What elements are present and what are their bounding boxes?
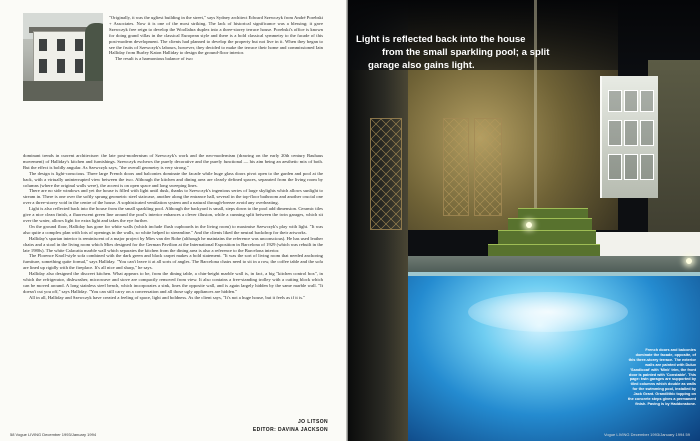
article-paragraph: Halliday also designed the discreet kitchen. What appears to be, from the dining table, a chin-height marble wall is, in fact, a big "kitchen control box", in which the refrigerator, dishwasher, microwave and stove are compactly removed from view. It also contains a free-standing trolley with a cutting block which can be moved around. A long stainless steel bench, which incorporates a sink, lines the opposite wall, and is again largely hidden by the same marble wall. "It doesn't cut you off," says Halliday. "You can still carry on a conversation and all those ugly appliances are hidden." (23, 271, 323, 294)
editor-credit: EDITOR: DAVINA JACKSON (252, 427, 328, 433)
article-main-column (23, 153, 323, 301)
article-paragraph: The Florence Knoll-style sofa combined with the dark green and black carpet makes a bold statement. "It was the sort of living room that needed anchoring furniture, something quite formal," says Halliday. "You can't leave it at all sorts of angles. The Barcelona chairs need to sit in a row, the coffee table and the sofa are lined up rigidly with the fireplace. It's all nice and sharp," he says. (23, 253, 323, 271)
article-paragraph: Light is also reflected back into the house from the small sparkling pool. Although the backyard is small, steps down to the pool add dimension. Ceramic tiles give a nice clean finish, a fluorescent green line around the pool's interior enhances a clever illusion, while a cunning split between the twin garages, which sit over the water, allows light for extra light and takes the eye further. (23, 206, 323, 223)
article-paragraph: "Originally, it was the ugliest building in the street," says Sydney architect Edward Szewczyk from André Porebski + Associates. Now it is one of the most striking. The lack of historical significance was a blessing; it gave Szewczyk free reign to develop the Woollahra duplex into a three-storey terrace house. Porebski's office is known for doing grand villas in the classical European style and there is a bold classical symmetry to the facade of this post-modern development. The clients had planned to develop the property but not live in it. When they began to see the fruits of Szewczyk's labours, however, they decided to make the terrace their home and commissioned Iain Halliday from Burley Katon Halliday to design the ground-floor interior. (109, 15, 323, 56)
article-paragraph: The result is a harmonious balance of two (115, 56, 193, 62)
article-paragraph: Halliday's spartan interior is reminiscent of a major project by Mies van der Rohe (although he maintains the reference was unconscious). He has used leather chairs and a stool in the living room which Mies designed for the German Pavilion at the International Exposition in Barcelona of 1929 (which was rebuilt in the late 1980s). The white Calacatta marble wall which separates the kitchen from the dining area is also a reference to the Barcelona interior. (23, 235, 323, 253)
headline-line: from the small sparkling pool; a split (382, 47, 550, 58)
left-page (0, 0, 348, 441)
byline: JO LITSON (298, 419, 328, 425)
article-top-column (109, 15, 323, 62)
article-paragraph: dominant trends in current architecture: the late post-modernism of Szewczyk's work and the neo-modernism (drawing on the early 20th century Bauhaus movement) of Halliday's kitchen and furnishings. Szewczyk eschews the purely decorative and the purely functional — his aim being an aesthetic mix of both. But the effect is boldly angular. As Szewczyk says, "the overall geometry is very strong." (23, 153, 323, 170)
photo-caption: French doors and balconies dominate the facade, opposite, of this three-storey terrace. The exterior walls are painted with Dulux 'Sandlcoat' with 'Mink' trim, the front door is painted with 'Constable'. This page: twin garages are supported by tiled columns which double as walls for the swimming pool, installed by Jack Grant. Grandlithic topping on the concrete steps gives a permanent finish. Paving is by Haddonstone. (628, 348, 696, 406)
article-paragraph: On the ground floor, Halliday has gone for white walls (which include flush cupboards in the living room) to maximise Szewczyk's play with light. "It was also quite a complex plan with lots of openings in the walls, so white helped to streamline." And the clients liked the neutral backdrop for their artworks. (23, 223, 323, 235)
page-folio-left: 58 Vogue LIVING December 1993/January 1994 (10, 432, 97, 437)
article-paragraph: All in all, Halliday and Szewczyk have created a feeling of space, light and boldness. As the client says, "It's not a huge house, but it feels as if it is." (29, 294, 306, 300)
article-paragraph: The design is light-conscious. Three large French doors and balconies dominate the facade while huge glass doors pivot open to the garden and pool at the back, with a virtually uninterrupted view between the two. Although the kitchen and dining area are clearly defined spaces, separated from the living room by columns (where the original walls were), the accent is on open space and long sweeping lines. (23, 170, 323, 188)
house-exterior-photo (23, 13, 103, 101)
article-paragraph: There are no side windows and yet the house is filled with light until dusk, thanks to Szewczyk's ingenious series of large skylights which allows sunlight to stream in. There is one over the softly sprung geometric steel staircase, another along the entrance hall, several in the top-floor bathroom and another crucial one over a three-storey void in the centre of the house. A sophisticated ventilation system and a natural through-breeze avoid any overheating. (23, 188, 323, 206)
right-page (348, 0, 700, 441)
headline-line: garage also gains light. (368, 60, 475, 71)
page-folio-right: Vogue LIVING December 1993/January 1994 59 (603, 432, 690, 437)
headline-line: Light is reflected back into the house (356, 34, 526, 45)
